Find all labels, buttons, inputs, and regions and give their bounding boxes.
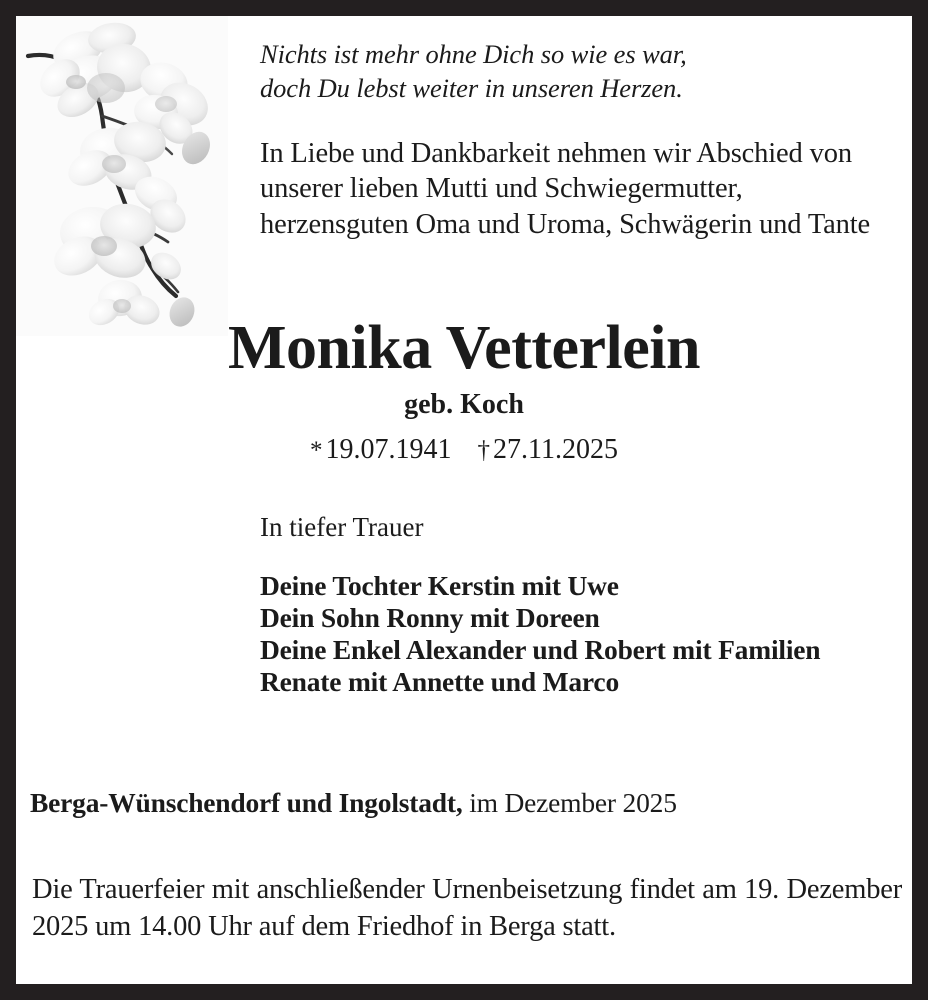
mourning-block — [260, 511, 896, 698]
mourner-item: Deine Enkel Alexander und Robert mit Familien — [260, 634, 821, 666]
born-symbol-icon: * — [310, 436, 323, 464]
notice-month: im Dezember 2025 — [462, 787, 677, 818]
born-date: 19.07.1941 — [325, 433, 452, 465]
died-symbol-icon: † — [477, 436, 491, 464]
place-names: Berga-Wünschendorf und Ingolstadt, — [30, 787, 463, 818]
life-dates — [32, 421, 896, 466]
place-date-line — [30, 786, 896, 819]
intro-text: In Liebe und Dankbarkeit nehmen wir Abschied von unserer lieben Mutti und Schwiegermutter, herzensguten Oma und Uroma, Schwägerin und Tante — [260, 137, 870, 240]
mourners-list — [260, 543, 896, 698]
notice-text-column — [260, 16, 896, 242]
mourner-item: Deine Tochter Kerstin mit Uwe — [260, 570, 619, 602]
mourner-item: Dein Sohn Ronny mit Doreen — [260, 602, 600, 634]
mourner-item: Renate mit Annette und Marco — [260, 666, 619, 698]
motto-text: Nichts ist mehr ohne Dich so wie es war, doch Du lebst weiter in unseren Herzen. — [260, 39, 687, 104]
orchid-spray-icon — [16, 16, 228, 336]
died-date: 27.11.2025 — [493, 433, 618, 465]
mourning-lead: In tiefer Trauer — [260, 512, 424, 542]
maiden-name: geb. Koch — [404, 389, 524, 421]
deceased-name: Monika Vetterlein — [228, 314, 700, 382]
deceased-block — [32, 316, 896, 466]
notice-paper — [16, 16, 912, 984]
service-info-text: Die Trauerfeier mit anschließender Urnenbeisetzung findet am 19. Dezember 2025 um 14.00 Uhr auf dem Friedhof in Berga statt. — [32, 874, 902, 943]
